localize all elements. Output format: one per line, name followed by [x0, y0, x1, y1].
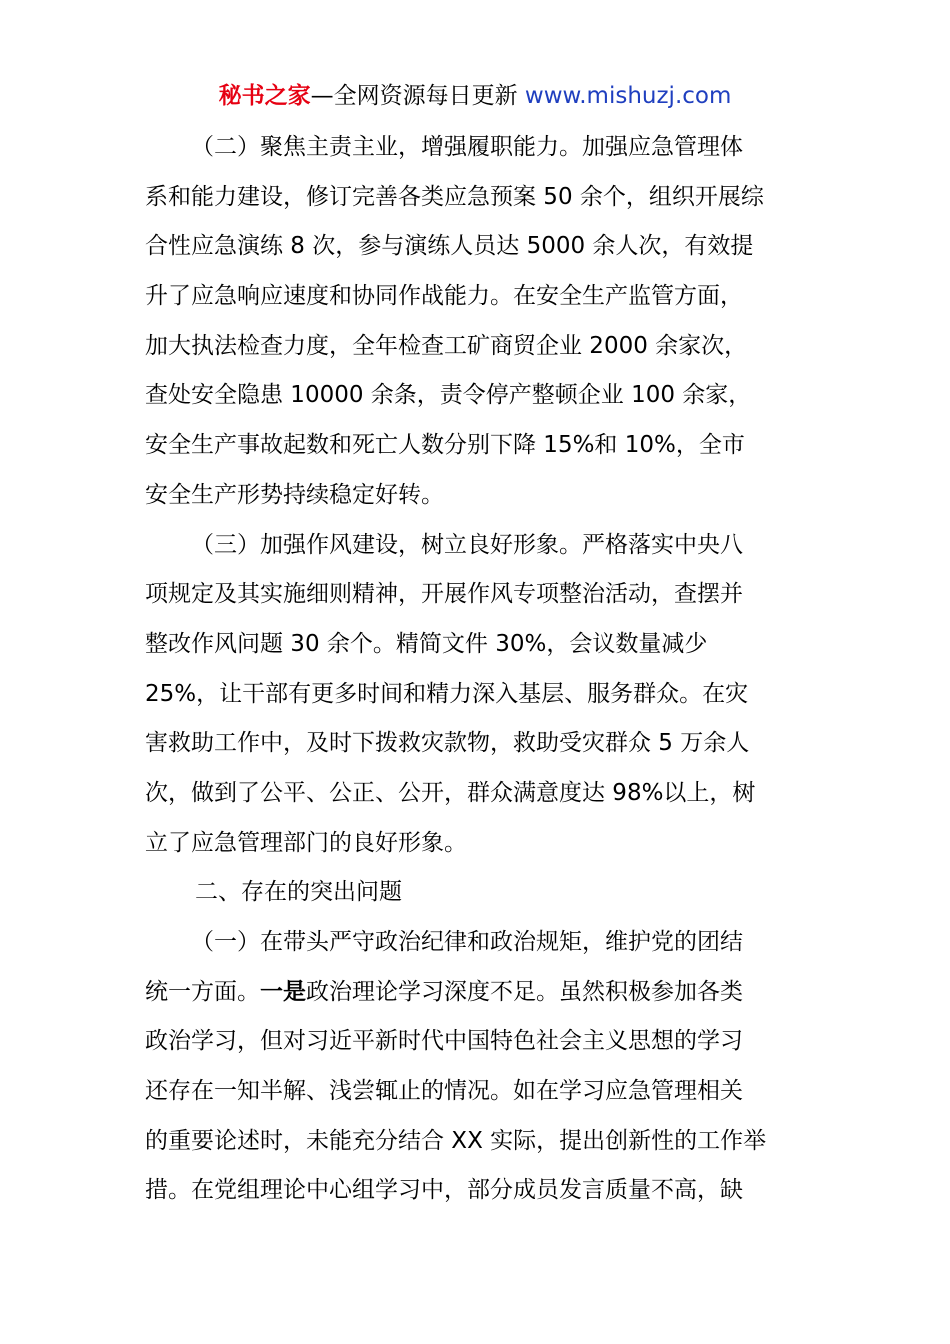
section-heading: 二、存在的突出问题: [195, 879, 402, 906]
watermark-header: [0, 80, 950, 112]
text-line: 系和能力建设，修订完善各类应急预案 50 余个，组织开展综: [145, 183, 764, 210]
text-line: （二）聚焦主责主业，增强履职能力。加强应急管理体: [191, 134, 743, 160]
text-run: 政治理论学习深度不足。虽然积极参加各类: [306, 978, 743, 1005]
text-line: 害救助工作中，及时下拨救灾款物，救助受灾群众 5 万余人: [145, 730, 750, 757]
text-line: 加大执法检查力度，全年检查工矿商贸企业 2000 余家次，: [145, 332, 748, 359]
document-body: [145, 123, 810, 1216]
text-line: [145, 968, 810, 1018]
text-line: 次，做到了公平、公正、公开，群众满意度达 98%以上，树: [145, 779, 756, 806]
text-line: 措。在党组理论中心组学习中，部分成员发言质量不高，缺: [145, 1177, 743, 1204]
text-line: 的重要论述时，未能充分结合 XX 实际，提出创新性的工作举: [145, 1127, 767, 1154]
text-line: 项规定及其实施细则精神，开展作风专项整治活动，查摆并: [145, 581, 743, 608]
text-line: 安全生产事故起数和死亡人数分别下降 15%和 10%，全市: [145, 432, 745, 459]
text-line: 查处安全隐患 10000 余条，责令停产整顿企业 100 余家，: [145, 382, 752, 409]
text-line: （三）加强作风建设，树立良好形象。严格落实中央八: [191, 531, 743, 558]
text-line: 整改作风问题 30 余个。精简文件 30%，会议数量减少: [145, 630, 708, 657]
text-line: 合性应急演练 8 次，参与演练人员达 5000 余人次，有效提: [145, 233, 754, 260]
text-run: 统一方面。: [145, 978, 260, 1005]
text-line: （一）在带头严守政治纪律和政治规矩，维护党的团结: [191, 929, 743, 955]
text-line: 立了应急管理部门的良好形象。: [145, 829, 467, 856]
text-line: 25%，让干部有更多时间和精力深入基层、服务群众。在灾: [145, 680, 749, 707]
site-brand: 秘书之家: [218, 83, 311, 109]
text-line: 安全生产形势持续稳定好转。: [145, 481, 444, 508]
site-slogan: —全网资源每日更新: [310, 83, 525, 109]
text-line: 升了应急响应速度和协同作战能力。在安全生产监管方面，: [145, 283, 743, 310]
text-line: 政治学习，但对习近平新时代中国特色社会主义思想的学习: [145, 1028, 743, 1055]
bold-marker: 一是: [260, 978, 306, 1005]
site-url[interactable]: www.mishuzj.com: [524, 83, 732, 109]
text-line: 还存在一知半解、浅尝辄止的情况。如在学习应急管理相关: [145, 1078, 743, 1105]
